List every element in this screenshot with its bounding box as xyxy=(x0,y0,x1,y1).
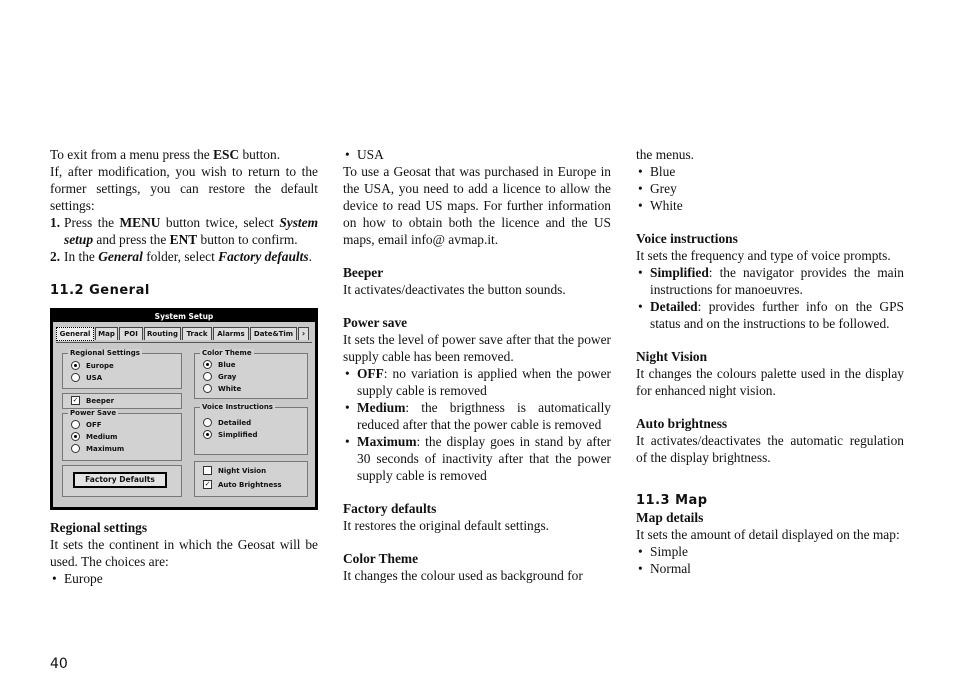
radio-icon xyxy=(71,444,80,453)
option-gray[interactable]: Gray xyxy=(203,372,236,382)
night-vision-title: Night Vision xyxy=(636,349,708,364)
voice-list xyxy=(636,264,904,332)
system-setup-screenshot xyxy=(50,308,318,510)
radio-selected-icon xyxy=(71,361,80,370)
option-maximum[interactable]: Maximum xyxy=(71,444,124,454)
restore-paragraph: If, after modification, you wish to return to the former settings, you can restore the default settings: xyxy=(50,164,318,213)
radio-icon xyxy=(203,418,212,427)
color-theme-title: Color Theme xyxy=(343,551,419,566)
radio-icon xyxy=(203,372,212,381)
usa-text: To use a Geosat that was purchased in Europe in the USA, you need to add a licence to allow the device to read US maps. For further information on how to obtain both the licence and the US maps, email info@ avmap.it. xyxy=(343,164,611,247)
step-item: 1. Press the MENU button twice, select System setup and press the ENT button to confirm. xyxy=(50,215,318,247)
option-medium[interactable]: Medium xyxy=(71,432,117,442)
checkbox-checked-icon: ✓ xyxy=(204,479,211,488)
list-item: • Detailed: provides further info on the GPS status and on the instructions to be followed. xyxy=(636,298,904,332)
section-heading-general: 11.2 General xyxy=(50,283,150,298)
power-save-list xyxy=(343,365,611,484)
tab-track[interactable]: Track xyxy=(182,327,212,340)
list-item: • USA xyxy=(343,146,611,163)
radio-selected-icon xyxy=(71,432,80,441)
column-3 xyxy=(636,146,904,577)
system-setup-window xyxy=(53,311,315,507)
list-item: • OFF: no variation is applied when the power supply cable is removed xyxy=(343,365,611,399)
step-item: 2. In the General folder, select Factory defaults. xyxy=(50,249,312,264)
option-simplified[interactable]: Simplified xyxy=(203,430,258,440)
voice-instructions-text: It sets the frequency and type of voice prompts. xyxy=(636,248,891,263)
option-usa[interactable]: USA xyxy=(71,373,102,383)
factory-defaults-text: It restores the original default settings. xyxy=(343,518,550,533)
list-item: • Europe xyxy=(50,570,318,587)
tab-alarms[interactable]: Alarms xyxy=(213,327,249,340)
list-item: • Normal xyxy=(636,560,904,577)
factory-defaults-button[interactable]: Factory Defaults xyxy=(73,472,167,488)
checkbox-icon xyxy=(203,466,212,475)
factory-group xyxy=(62,465,182,497)
map-list xyxy=(636,543,904,577)
option-blue[interactable]: Blue xyxy=(203,360,235,370)
auto-brightness-text: It activates/deactivates the automatic regulation of the display brightness. xyxy=(636,433,904,465)
option-white[interactable]: White xyxy=(203,384,241,394)
power-save-group: Power Save OFF Medium Maximum xyxy=(62,413,182,461)
radio-selected-icon xyxy=(203,430,212,439)
beeper-group xyxy=(62,393,182,409)
power-save-text: It sets the level of power save after that the power supply cable has been removed. xyxy=(343,332,611,364)
usa-list xyxy=(343,146,611,163)
voice-instructions-title: Voice instructions xyxy=(636,231,738,246)
auto-brightness-title: Auto brightness xyxy=(636,416,728,431)
menus-text: the menus. xyxy=(636,147,695,162)
page-number: 40 xyxy=(50,656,68,672)
beeper-checkbox[interactable]: ✓ Beeper xyxy=(72,395,115,405)
night-vision-text: It changes the colours palette used in the display for enhanced night vision. xyxy=(636,366,904,398)
tab-bar xyxy=(56,327,312,341)
option-europe[interactable]: Europe xyxy=(71,361,114,371)
night-vision-checkbox[interactable]: Night Vision xyxy=(203,466,266,476)
tab-poi[interactable]: POI xyxy=(119,327,143,340)
radio-icon xyxy=(71,373,80,382)
map-details-title: Map details xyxy=(636,510,704,525)
beeper-title: Beeper xyxy=(343,265,384,280)
list-item: • Blue xyxy=(636,163,904,180)
radio-selected-icon xyxy=(203,360,212,369)
tab-scroll-icon[interactable]: › xyxy=(298,327,309,340)
section-heading-map: 11.3 Map xyxy=(636,493,708,508)
factory-defaults-title: Factory defaults xyxy=(343,501,437,516)
list-item: • Simple xyxy=(636,543,904,560)
checkbox-checked-icon: ✓ xyxy=(72,395,79,404)
voice-instructions-group: Voice Instructions Detailed Simplified xyxy=(194,407,308,455)
list-item: • Grey xyxy=(636,180,904,197)
option-off[interactable]: OFF xyxy=(71,420,102,430)
list-item: • Simplified: the navigator provides the main instructions for manoeuvres. xyxy=(636,264,904,298)
power-save-title: Power save xyxy=(343,315,408,330)
auto-brightness-checkbox[interactable]: ✓ Auto Brightness xyxy=(204,479,282,489)
tab-map[interactable]: Map xyxy=(95,327,118,340)
list-item: • Medium: the brigthness is automatically reduced after that the power cable is removed xyxy=(343,399,611,433)
radio-icon xyxy=(203,384,212,393)
column-1 xyxy=(50,146,318,587)
option-detailed[interactable]: Detailed xyxy=(203,418,251,428)
regional-list xyxy=(50,570,318,587)
beeper-text: It activates/deactivates the button sounds. xyxy=(343,282,566,297)
radio-icon xyxy=(71,420,80,429)
list-item: • White xyxy=(636,197,904,214)
tab-routing[interactable]: Routing xyxy=(144,327,181,340)
intro-paragraph: To exit from a menu press the ESC button. xyxy=(50,147,281,162)
display-options-group xyxy=(194,461,308,497)
general-panel xyxy=(56,342,312,504)
column-2 xyxy=(343,146,611,584)
regional-settings-title: Regional settings xyxy=(50,520,148,535)
tab-date-time[interactable]: Date&Tim xyxy=(250,327,297,340)
color-theme-group: Color Theme Blue Gray White xyxy=(194,353,308,399)
regional-settings-group: Regional Settings Europe USA xyxy=(62,353,182,389)
window-title: System Setup xyxy=(53,311,315,322)
list-item: • Maximum: the display goes in stand by after 30 seconds of inactivity after that the power supply cable is removed xyxy=(343,433,611,484)
steps-list xyxy=(50,214,318,265)
tab-general[interactable]: General xyxy=(56,327,94,341)
color-list xyxy=(636,163,904,214)
map-details-text: It sets the amount of detail displayed on the map: xyxy=(636,527,900,542)
regional-settings-text: It sets the continent in which the Geosat will be used. The choices are: xyxy=(50,537,318,569)
color-theme-text: It changes the colour used as background for xyxy=(343,568,583,583)
